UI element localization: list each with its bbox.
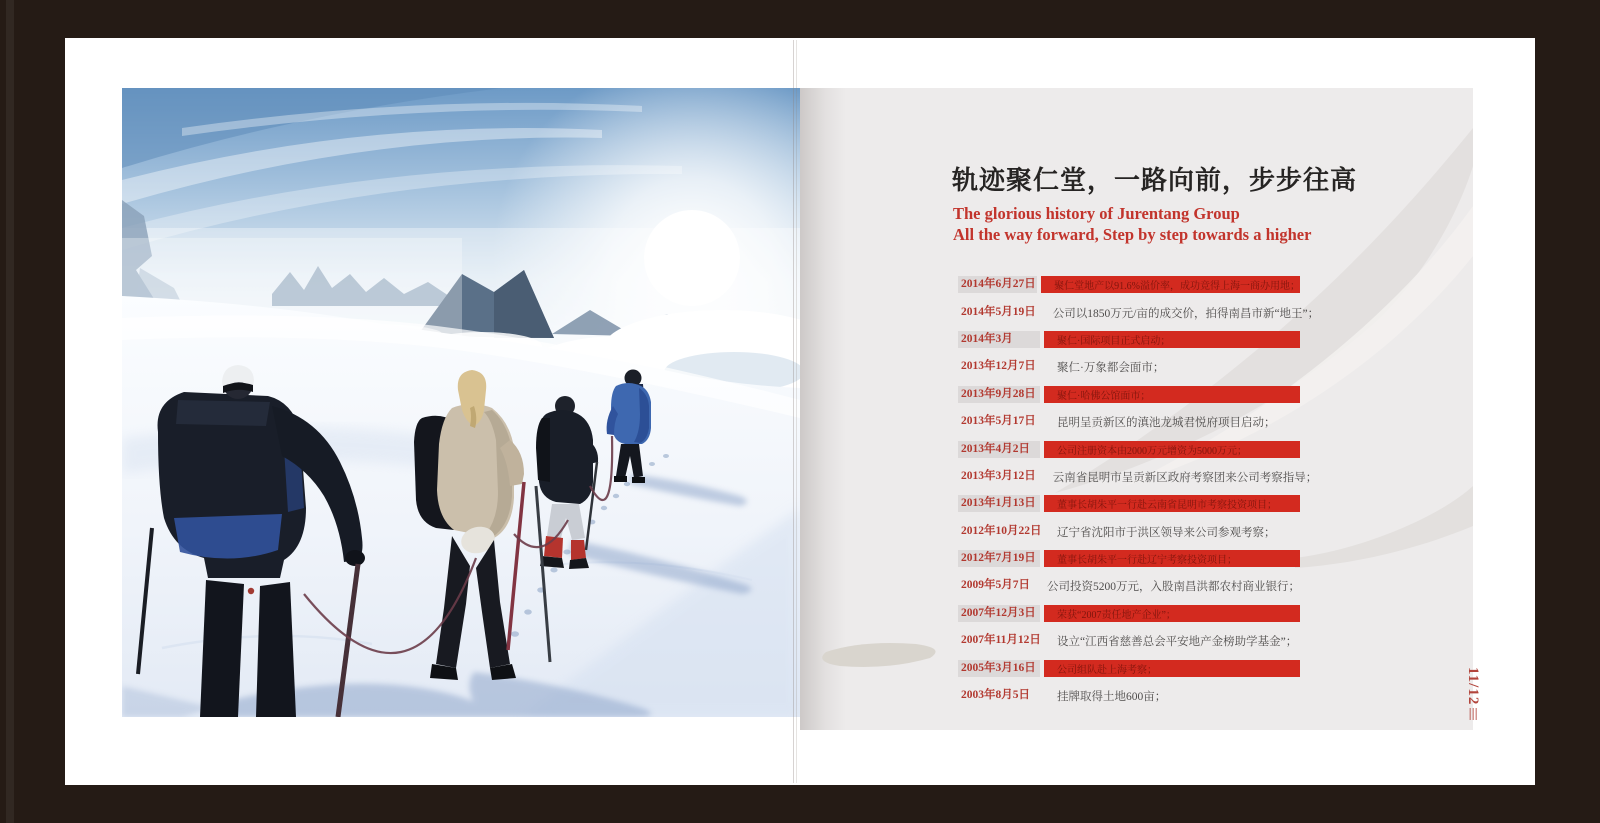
mountaineers-photo-illustration (122, 88, 800, 717)
timeline-row (958, 572, 1300, 599)
timeline-date: 2012年10月22日 (961, 524, 1042, 537)
timeline-date: 2013年5月17日 (961, 415, 1036, 428)
timeline-event-text: 昆明呈贡新区的滇池龙城君悦府项目启动； (1057, 417, 1276, 430)
timeline-row (958, 298, 1320, 325)
timeline-row (958, 326, 1300, 353)
timeline-event-text: 公司以1850万元/亩的成交价，拍得南昌市新“地王”； (1052, 307, 1320, 320)
timeline-date: 2007年12月3日 (958, 605, 1040, 622)
page-title: 轨迹聚仁堂，一路向前，步步往高 (952, 166, 1358, 195)
timeline-date: 2009年5月7日 (961, 579, 1030, 592)
brushstroke-decoration (812, 636, 952, 672)
timeline-bar (1044, 523, 1300, 540)
timeline-row (958, 435, 1300, 462)
timeline-event-text: 辽宁省沈阳市于洪区领导来公司参观考察； (1057, 526, 1276, 539)
timeline-date: 2012年7月19日 (958, 550, 1040, 567)
timeline-bar (1044, 386, 1300, 403)
timeline-bar (1040, 304, 1319, 321)
timeline-event-text: 公司投资5200万元，入股南昌洪都农村商业银行； (1047, 581, 1300, 594)
timeline-event-text: 董事长胡朱平一行赴云南省昆明市考察投资项目； (1057, 500, 1277, 512)
timeline-date: 2013年9月28日 (958, 386, 1040, 403)
timeline-bar (1044, 632, 1300, 649)
timeline-date: 2013年4月2日 (958, 441, 1040, 458)
timeline-bar (1034, 577, 1300, 594)
page-subtitle (953, 203, 1311, 245)
book-pages (65, 38, 1535, 785)
timeline-bar (1044, 687, 1300, 704)
page-right (800, 88, 1473, 730)
timeline-date: 2013年3月12日 (961, 469, 1036, 482)
timeline-row (958, 381, 1300, 408)
timeline-date: 2014年3月 (958, 331, 1040, 348)
mountaineers-photo (122, 88, 800, 717)
timeline-event-text: 云南省昆明市呈贡新区政府考察团来公司考察指导； (1052, 471, 1318, 484)
timeline-event-text: 设立“江西省慈善总会平安地产金榜助学基金”； (1057, 636, 1298, 649)
timeline-event-text: 荣获“2007责任地产企业”； (1057, 609, 1176, 621)
timeline-date: 2013年12月7日 (961, 360, 1036, 373)
timeline-event-text: 聚仁·万象都会面市； (1057, 362, 1165, 375)
timeline-date: 2013年1月13日 (958, 495, 1040, 512)
timeline-date: 2014年5月19日 (961, 305, 1036, 318)
subtitle-line-2: All the way forward, Step by step towards a higher (953, 225, 1312, 244)
timeline-event-text: 公司注册资本由2000万元增资为5000万元； (1057, 445, 1247, 457)
page-fold-line (796, 40, 797, 783)
timeline-row (958, 518, 1300, 545)
timeline-event-text: 聚仁·国际项目正式启动； (1057, 335, 1171, 347)
timeline-bar (1044, 331, 1300, 348)
timeline-event-text: 挂牌取得土地600亩； (1057, 691, 1167, 704)
timeline-row (958, 353, 1300, 380)
timeline-row (958, 627, 1300, 654)
timeline-bar (1044, 550, 1300, 567)
timeline-row (958, 490, 1300, 517)
page-number-caption-marks (1468, 708, 1477, 720)
timeline-date: 2007年11月12日 (961, 634, 1041, 647)
page-number-text: 11/12 (1465, 667, 1481, 706)
timeline (958, 271, 1320, 709)
timeline-row (958, 545, 1300, 572)
timeline-date: 2003年8月5日 (961, 689, 1030, 702)
timeline-event-text: 公司组队赴上海考察； (1057, 664, 1157, 676)
timeline-bar (1044, 413, 1300, 430)
subtitle-line-1: The glorious history of Jurentang Group (953, 204, 1240, 223)
timeline-date: 2005年3月16日 (958, 660, 1040, 677)
timeline-bar (1044, 495, 1300, 512)
timeline-event-text: 董事长胡朱平一行赴辽宁考察投资项目； (1057, 555, 1237, 567)
timeline-row (958, 682, 1300, 709)
timeline-row (958, 600, 1300, 627)
gutter-shadow (800, 88, 846, 730)
timeline-event-text: 聚仁·哈佛公馆面市； (1057, 390, 1151, 402)
timeline-bar (1044, 605, 1300, 622)
page-number-marker (1464, 667, 1481, 720)
page-fold-line (793, 40, 794, 783)
timeline-event-text: 聚仁堂地产以91.6%溢价率，成功竞得上海一商办用地； (1054, 281, 1300, 293)
timeline-bar (1044, 660, 1300, 677)
timeline-bar (1044, 358, 1300, 375)
timeline-bar (1041, 276, 1300, 293)
timeline-row (958, 408, 1300, 435)
timeline-row (958, 271, 1300, 298)
timeline-row (958, 654, 1300, 681)
timeline-date: 2014年6月27日 (958, 276, 1037, 293)
timeline-row (958, 463, 1318, 490)
timeline-bar (1044, 441, 1300, 458)
timeline-bar (1040, 468, 1318, 485)
